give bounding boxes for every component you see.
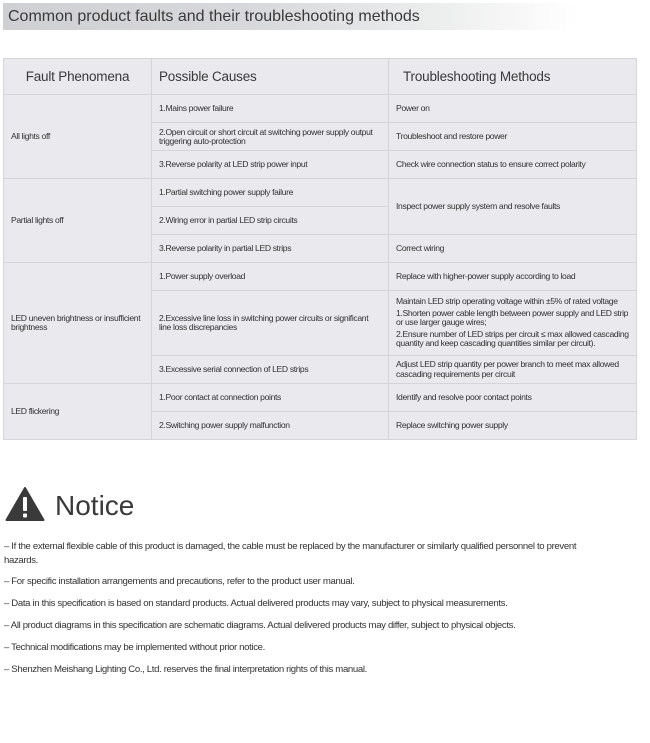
notice-list xyxy=(4,540,644,685)
header-troubleshooting-methods: Troubleshooting Methods xyxy=(389,59,637,95)
method-cell: Replace switching power supply xyxy=(389,412,637,440)
cause-cell: 2.Switching power supply malfunction xyxy=(152,412,389,440)
method-cell: Inspect power supply system and resolve faults xyxy=(389,179,637,235)
table-row xyxy=(4,95,637,123)
table-row xyxy=(4,263,637,291)
cause-cell: 3.Excessive serial connection of LED strips xyxy=(152,356,389,384)
method-cell-voltage xyxy=(389,291,637,356)
cause-cell: 3.Reverse polarity at LED strip power input xyxy=(152,151,389,179)
notice-item: – All product diagrams in this specification are schematic diagrams. Actual delivered products may differ, subject to physical objects. xyxy=(4,620,516,631)
notice-label: Notice xyxy=(55,490,135,521)
method-cell: Adjust LED strip quantity per power branch to meet max allowed cascading requirements per circuit xyxy=(389,356,637,384)
method-cell: Power on xyxy=(389,95,637,123)
method-cell: Check wire connection status to ensure correct polarity xyxy=(389,151,637,179)
method-cell: Troubleshoot and restore power xyxy=(389,123,637,151)
troubleshooting-table xyxy=(3,58,637,440)
header-possible-causes: Possible Causes xyxy=(152,59,389,95)
cause-cell: 2.Wiring error in partial LED strip circuits xyxy=(152,207,389,235)
cause-cell: 3.Reverse polarity in partial LED strips xyxy=(152,235,389,263)
fault-phenomenon: All lights off xyxy=(4,95,152,179)
method-line: 1.Shorten power cable length between power supply and LED strip or use larger gauge wires; xyxy=(396,307,629,328)
header-fault-phenomena: Fault Phenomena xyxy=(4,59,152,95)
cause-cell: 2.Open circuit or short circuit at switching power supply output triggering auto-protection xyxy=(152,123,389,151)
notice-item: – Data in this specification is based on standard products. Actual delivered products may vary, subject to physical measurements. xyxy=(4,598,508,609)
notice-item: – For specific installation arrangements and precautions, refer to the product user manual. xyxy=(4,576,355,587)
table-row xyxy=(4,384,637,412)
notice-heading xyxy=(5,486,134,526)
notice-item: – Shenzhen Meishang Lighting Co., Ltd. reserves the final interpretation rights of this manual. xyxy=(4,664,367,675)
notice-item: – Technical modifications may be implemented without prior notice. xyxy=(4,642,265,653)
method-cell: Replace with higher-power supply according to load xyxy=(389,263,637,291)
method-cell: Identify and resolve poor contact points xyxy=(389,384,637,412)
warning-triangle-icon xyxy=(5,486,45,527)
fault-phenomenon: LED flickering xyxy=(4,384,152,440)
section-title: Common product faults and their troubleshooting methods xyxy=(3,3,578,30)
table-row xyxy=(4,179,637,207)
method-line: Maintain LED strip operating voltage within ±5% of rated voltage xyxy=(396,296,618,307)
cause-cell: 1.Poor contact at connection points xyxy=(152,384,389,412)
method-cell: Correct wiring xyxy=(389,235,637,263)
cause-cell: 1.Partial switching power supply failure xyxy=(152,179,389,207)
cause-cell: 2.Excessive line loss in switching power circuits or significant line loss discrepancies xyxy=(152,291,389,356)
cause-cell: 1.Power supply overload xyxy=(152,263,389,291)
fault-phenomenon: Partial lights off xyxy=(4,179,152,263)
fault-phenomenon: LED uneven brightness or insufficient brightness xyxy=(4,263,152,384)
notice-item: – If the external flexible cable of this product is damaged, the cable must be replaced by the manufacturer or similarly qualified personnel to prevent hazards. xyxy=(4,541,577,566)
table-header-row xyxy=(4,59,637,95)
cause-cell: 1.Mains power failure xyxy=(152,95,389,123)
method-line: 2.Ensure number of LED strips per circuit ≤ max allowed cascading quantity and keep cascading quantities similar per circuit). xyxy=(396,328,629,349)
